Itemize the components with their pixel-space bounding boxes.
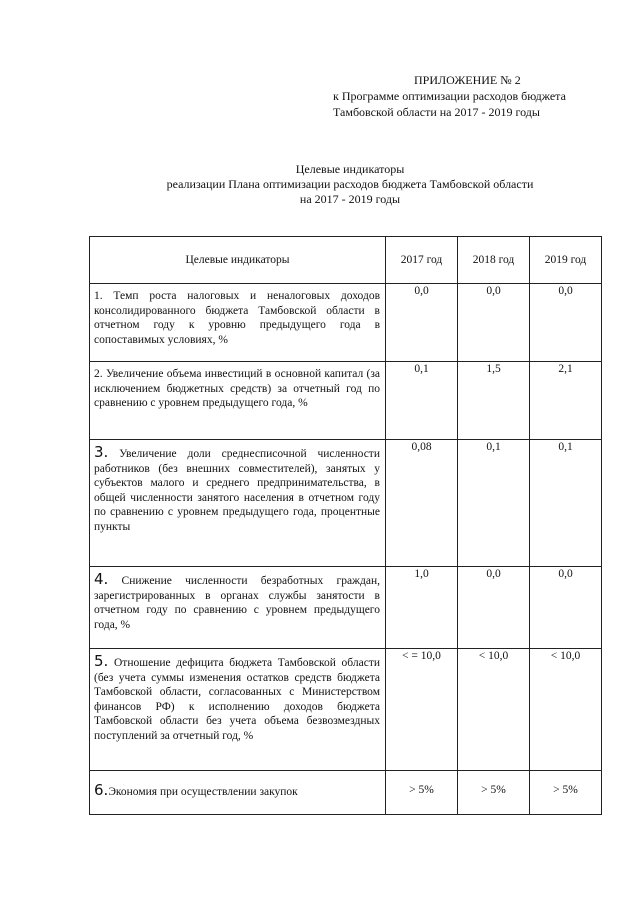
value-2018: 0,0 bbox=[458, 284, 530, 362]
indicator-text: Снижение численности безработных граждан, зарегистрированных в органах службы занятости в отчетном году по сравнению с уровнем предыдущего года, % bbox=[94, 575, 380, 631]
value-2019: 0,0 bbox=[530, 567, 602, 649]
appendix-line3: Тамбовской области на 2017 - 2019 годы bbox=[333, 105, 540, 119]
value-2019: > 5% bbox=[530, 771, 602, 815]
table-row bbox=[90, 284, 602, 362]
indicator-text: Увеличение доли среднесписочной численности работников (без внешних совместителей), занятых у субъектов малого и среднего предпринимательства, в общей численности занятого населения в отчетном году по сравнению с уровнем предыдущего года, процентные пункты bbox=[94, 448, 380, 533]
row-number: 5. bbox=[94, 652, 109, 670]
value-2017: 0,08 bbox=[386, 440, 458, 567]
value-2018: > 5% bbox=[458, 771, 530, 815]
row-number: 1. bbox=[94, 290, 103, 302]
value-2017: 0,1 bbox=[386, 362, 458, 440]
title-line1: Целевые индикаторы bbox=[295, 162, 405, 176]
table-row bbox=[90, 440, 602, 567]
indicator-text: Увеличение объема инвестиций в основной капитал (за исключением бюджетных средств) за отчетный год по сравнению с уровнем предыдущего года, % bbox=[94, 368, 380, 409]
indicators-table bbox=[89, 236, 602, 815]
appendix-header bbox=[333, 72, 566, 120]
value-2017: 1,0 bbox=[386, 567, 458, 649]
indicator-cell bbox=[90, 440, 386, 567]
indicator-text: Отношение дефицита бюджета Тамбовской области (без учета суммы изменения остатков средств бюджета Тамбовской области, согласованных с Министерством финансов РФ) к исполнению доходов бюджета Тамбовской области без учета объема безвозмездных поступлений за отчетный год, % bbox=[94, 657, 381, 742]
value-2018: 0,1 bbox=[458, 440, 530, 567]
header-2019: 2019 год bbox=[530, 237, 602, 284]
indicator-cell bbox=[90, 649, 386, 771]
indicator-cell bbox=[90, 362, 386, 440]
indicator-text: Темп роста налоговых и неналоговых доходов консолидированного бюджета Тамбовской области в отчетном году к уровню предыдущего года в сопоставимых условиях, % bbox=[94, 290, 380, 346]
header-2018: 2018 год bbox=[458, 237, 530, 284]
header-2017: 2017 год bbox=[386, 237, 458, 284]
value-2019: 0,1 bbox=[530, 440, 602, 567]
appendix-line2: к Программе оптимизации расходов бюджета bbox=[333, 89, 566, 103]
row-number: 3. bbox=[94, 443, 109, 461]
indicator-cell bbox=[90, 771, 386, 815]
value-2018: 0,0 bbox=[458, 567, 530, 649]
table-header-row bbox=[90, 237, 602, 284]
indicator-cell bbox=[90, 567, 386, 649]
value-2018: < 10,0 bbox=[458, 649, 530, 771]
row-number: 4. bbox=[94, 570, 109, 588]
row-number: 6. bbox=[94, 781, 109, 799]
appendix-number: ПРИЛОЖЕНИЕ № 2 bbox=[414, 73, 521, 87]
title-line3: на 2017 - 2019 годы bbox=[299, 192, 401, 206]
title-line2: реализации Плана оптимизации расходов бюджета Тамбовской области bbox=[166, 177, 534, 191]
header-indicators: Целевые индикаторы bbox=[90, 237, 386, 284]
document-title bbox=[60, 162, 640, 207]
value-2017: > 5% bbox=[386, 771, 458, 815]
table-row bbox=[90, 771, 602, 815]
indicator-text: Экономия при осуществлении закупок bbox=[108, 786, 298, 798]
table-row bbox=[90, 649, 602, 771]
table-row bbox=[90, 567, 602, 649]
value-2017: < = 10,0 bbox=[386, 649, 458, 771]
table-row bbox=[90, 362, 602, 440]
value-2019: 2,1 bbox=[530, 362, 602, 440]
value-2017: 0,0 bbox=[386, 284, 458, 362]
indicator-cell bbox=[90, 284, 386, 362]
value-2019: 0,0 bbox=[530, 284, 602, 362]
value-2018: 1,5 bbox=[458, 362, 530, 440]
value-2019: < 10,0 bbox=[530, 649, 602, 771]
row-number: 2. bbox=[94, 368, 103, 380]
